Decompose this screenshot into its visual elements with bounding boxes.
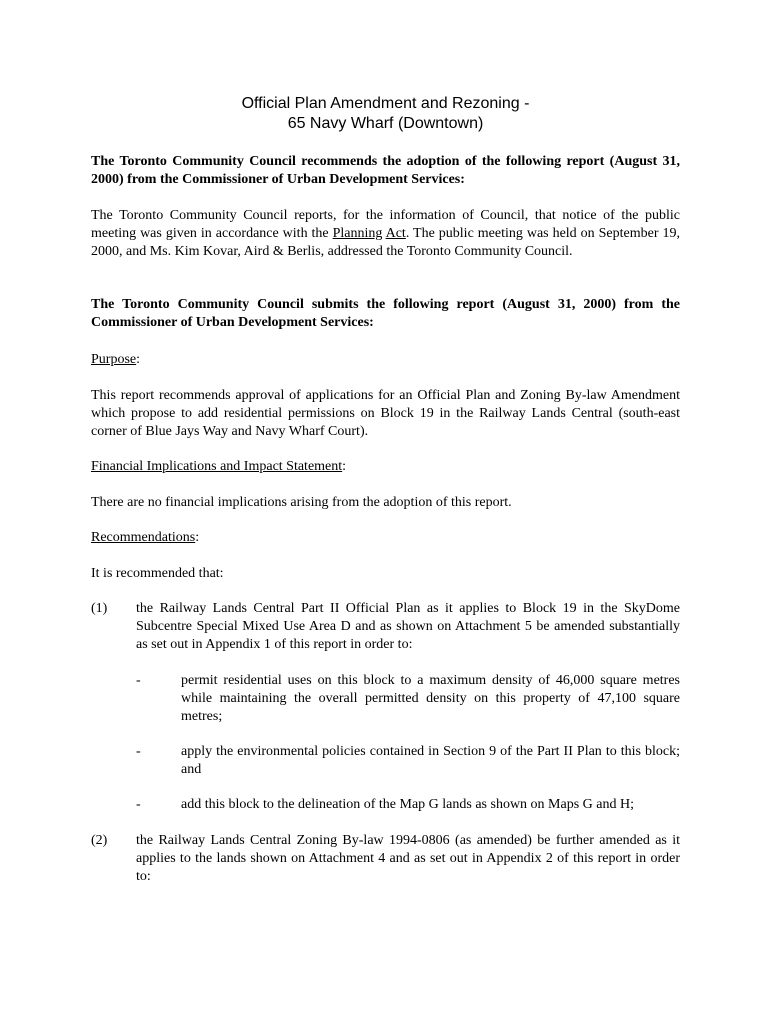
recommendation-2-number: (2) — [91, 833, 108, 848]
recommendations-intro: It is recommended that: — [91, 566, 224, 581]
notice-text-2: . The public meeting was held on September 19, 2000, and Ms. Kim Kovar, Aird & Berlis, addressed the Toronto Community Council. — [91, 226, 680, 259]
recommendations-heading-label: Recommendations — [91, 530, 196, 545]
subitem-1-dash: - — [136, 673, 141, 688]
financial-heading-label: Financial Implications and Impact Statement — [91, 459, 343, 474]
subitem-1-text: permit residential uses on this block to a maximum density of 46,000 square metres while maintaining the overall permitted density on this property of 47,100 square metres; — [181, 673, 680, 724]
purpose-paragraph: This report recommends approval of applications for an Official Plan and Zoning By-law Amendment which propose to add residential permissions on Block 19 in the Railway Lands Central (south-east corner of Blue Jays Way and Navy Wharf Court). — [91, 388, 680, 439]
financial-heading-colon: : — [342, 459, 347, 474]
intro-recommend-paragraph: The Toronto Community Council recommends the adoption of the following report (August 31, 2000) from the Commissioner of Urban Development Services: — [91, 154, 680, 187]
purpose-heading — [91, 351, 140, 369]
planning-act-italic-act: Act — [385, 226, 406, 241]
planning-act-italic-planning: Planning — [332, 226, 383, 241]
title-line-1: Official Plan Amendment and Rezoning - — [241, 95, 530, 112]
financial-paragraph: There are no financial implications arising from the adoption of this report. — [91, 495, 512, 510]
recommendation-2-text: the Railway Lands Central Zoning By-law 1994-0806 (as amended) be further amended as it applies to the lands shown on Attachment 4 and as set out in Appendix 2 of this report in order to: — [136, 833, 680, 884]
title-line-2: 65 Navy Wharf (Downtown) — [287, 115, 484, 132]
financial-heading — [91, 458, 346, 476]
recommendation-1-text: the Railway Lands Central Part II Official Plan as it applies to Block 19 in the SkyDome Subcentre Special Mixed Use Area D and as shown on Attachment 5 be amended substantially as set out in Appendix 1 of this report in order to: — [136, 601, 680, 652]
notice-text-1: The Toronto Community Council reports, for the information of Council, that notice of the public meeting was given in accordance with the — [91, 208, 680, 241]
subitem-3-text: add this block to the delineation of the Map G lands as shown on Maps G and H; — [181, 797, 634, 812]
recommendation-1-number: (1) — [91, 601, 108, 616]
subitem-3-dash: - — [136, 797, 141, 812]
recommendations-heading-colon: : — [195, 530, 200, 545]
purpose-heading-label: Purpose — [91, 352, 137, 367]
submits-paragraph: The Toronto Community Council submits the following report (August 31, 2000) from the Commissioner of Urban Development Services: — [91, 297, 680, 330]
notice-paragraph — [91, 207, 680, 261]
page-title — [91, 94, 680, 134]
purpose-heading-colon: : — [136, 352, 141, 367]
subitem-2-text: apply the environmental policies contained in Section 9 of the Part II Plan to this block; and — [181, 744, 680, 777]
subitem-2-dash: - — [136, 744, 141, 759]
recommendations-heading — [91, 529, 199, 547]
